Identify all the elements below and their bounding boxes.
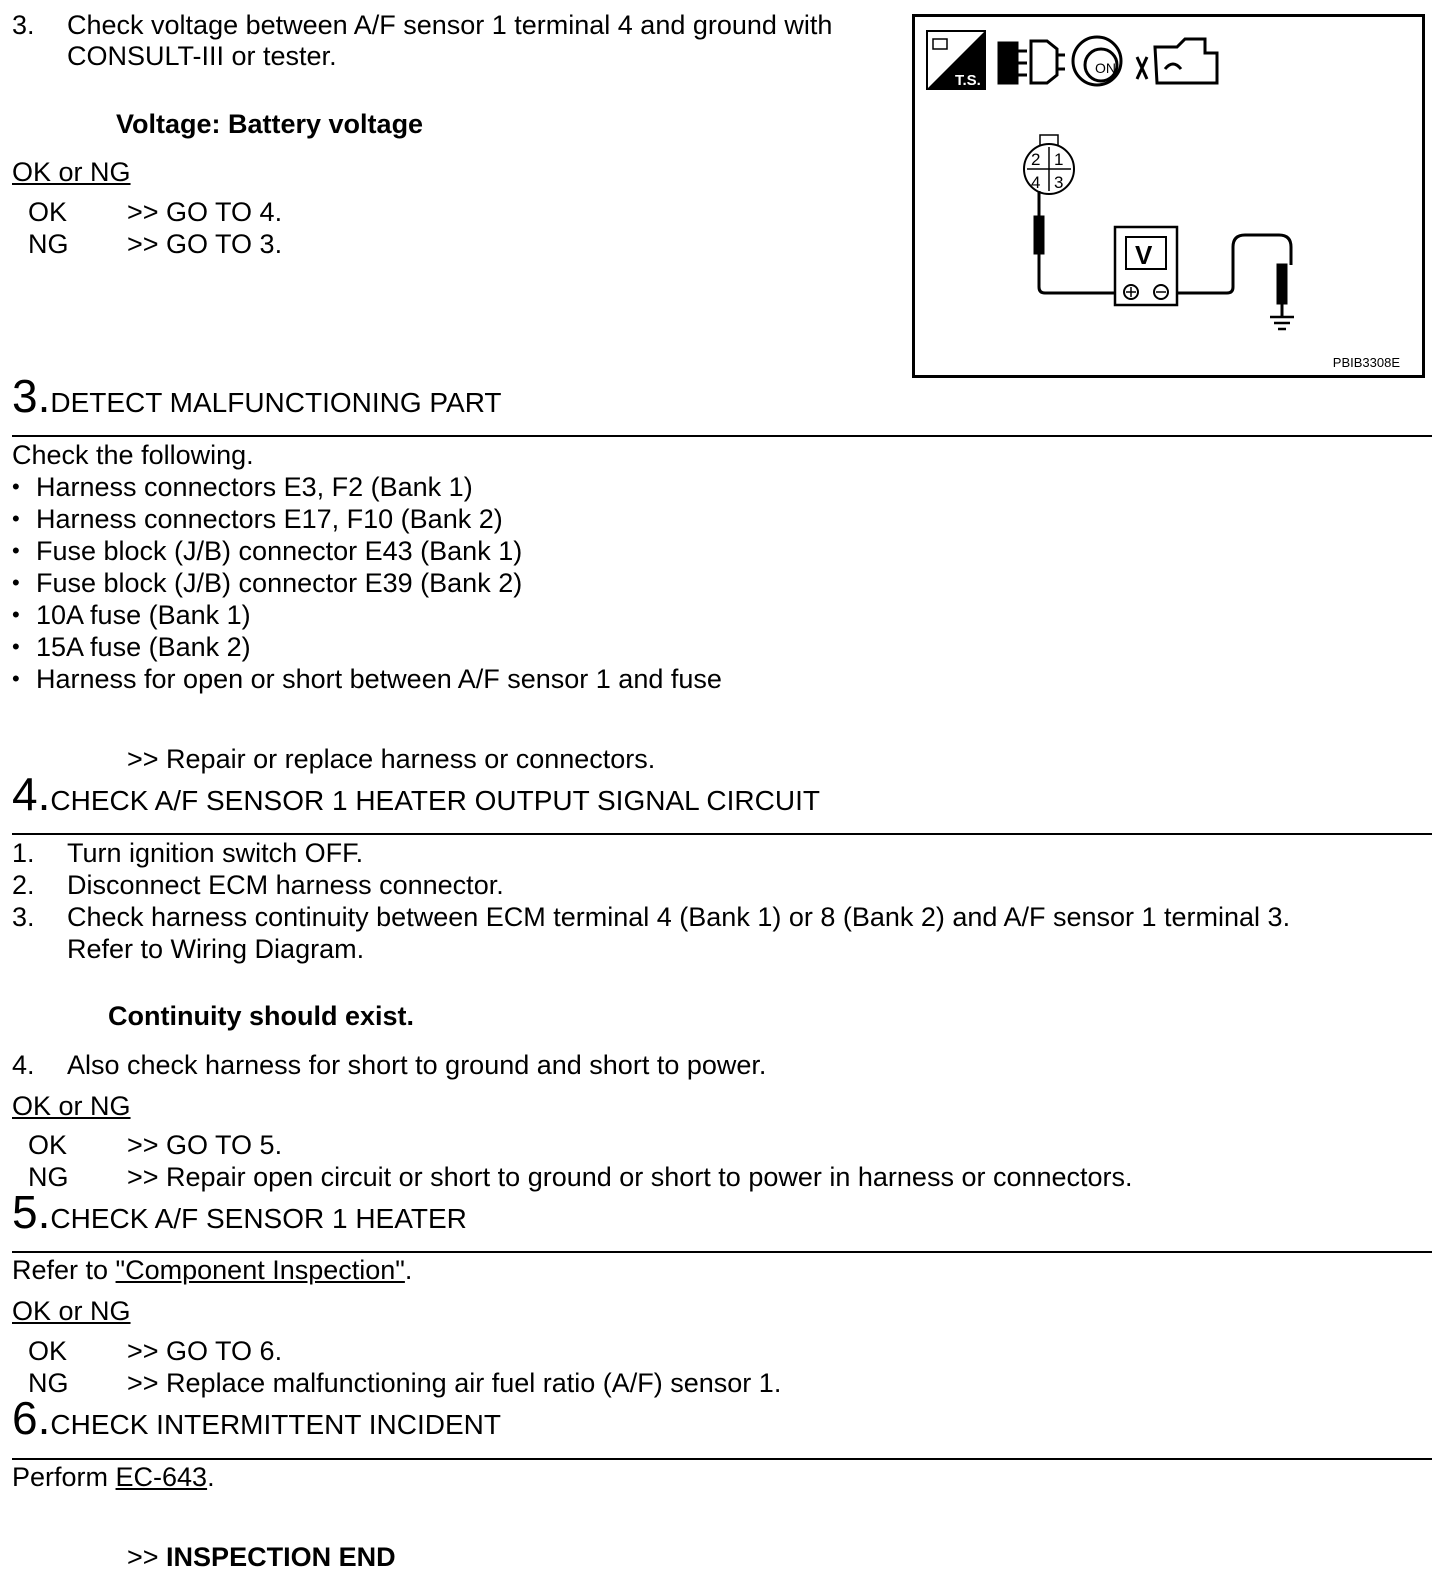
- ts-icon: [927, 31, 985, 89]
- ok-label: OK: [28, 1336, 68, 1366]
- ok-result-link[interactable]: >> GO TO 5.: [127, 1130, 283, 1160]
- instruction-text: CONSULT-III or tester.: [67, 41, 337, 71]
- bullet: •: [12, 666, 20, 691]
- ok-or-ng-heading: OK or NG: [12, 1091, 131, 1121]
- list-number: 2.: [12, 870, 35, 900]
- ng-result-text: >> Replace malfunctioning air fuel ratio (A/F) sensor 1.: [127, 1368, 782, 1398]
- refer-prefix: Refer to: [12, 1255, 116, 1285]
- svg-text:ON: ON: [1095, 60, 1116, 76]
- ok-result-link[interactable]: >> GO TO 6.: [127, 1336, 283, 1366]
- spec-text: Voltage: Battery voltage: [116, 109, 424, 139]
- step-heading: [12, 1187, 467, 1244]
- ok-result-link[interactable]: >> GO TO 4.: [127, 197, 283, 227]
- divider: [12, 1251, 1432, 1253]
- spec-text: Continuity should exist.: [108, 1001, 415, 1031]
- instruction-text: Disconnect ECM harness connector.: [67, 870, 504, 900]
- voltmeter-icon: [1115, 227, 1177, 305]
- ignition-on-icon: [1073, 37, 1121, 85]
- ok-or-ng-heading: OK or NG: [12, 157, 131, 187]
- instruction-text: Check voltage between A/F sensor 1 terminal 4 and ground with: [67, 10, 833, 40]
- divider: [12, 833, 1432, 835]
- sensor-connector: [1024, 135, 1074, 194]
- end-prefix: >>: [127, 1542, 167, 1572]
- ng-label: NG: [28, 1162, 69, 1192]
- instruction-text: Refer to Wiring Diagram.: [67, 934, 365, 964]
- step-heading: [12, 1393, 501, 1450]
- ok-label: OK: [28, 197, 68, 227]
- result-text: >> Repair or replace harness or connectors.: [127, 744, 656, 774]
- instruction-text: Turn ignition switch OFF.: [67, 838, 364, 868]
- end-line: [127, 1541, 396, 1573]
- instruction-text: Also check harness for short to ground and short to power.: [67, 1050, 767, 1080]
- bullet: •: [12, 570, 20, 595]
- svg-text:T.S.: T.S.: [955, 72, 981, 89]
- svg-text:V: V: [1135, 240, 1153, 270]
- list-item: Harness connectors E17, F10 (Bank 2): [36, 504, 503, 534]
- step-number: 4.: [12, 768, 51, 820]
- engine-icon: [1137, 39, 1217, 83]
- bullet: •: [12, 474, 20, 499]
- list-item: Harness connectors E3, F2 (Bank 1): [36, 472, 473, 502]
- refer-suffix: .: [404, 1255, 413, 1285]
- bullet: •: [12, 506, 20, 531]
- svg-text:2: 2: [1031, 150, 1041, 169]
- svg-text:4: 4: [1031, 173, 1041, 192]
- ok-label: OK: [28, 1130, 68, 1160]
- ng-label: NG: [28, 229, 69, 259]
- inspection-end-text: INSPECTION END: [166, 1542, 396, 1572]
- step-number: 3.: [12, 370, 51, 422]
- step-title: CHECK A/F SENSOR 1 HEATER OUTPUT SIGNAL CIRCUIT: [50, 785, 820, 816]
- bullet: •: [12, 634, 20, 659]
- ground-icon: [1270, 317, 1294, 329]
- list-number: 3.: [12, 902, 35, 932]
- step-heading: [12, 371, 502, 428]
- svg-text:3: 3: [1054, 173, 1064, 192]
- svg-text:1: 1: [1054, 150, 1064, 169]
- list-item: Fuse block (J/B) connector E43 (Bank 1): [36, 536, 523, 566]
- instruction-text: Check harness continuity between ECM terminal 4 (Bank 1) or 8 (Bank 2) and A/F sensor 1 terminal 3.: [67, 902, 1291, 932]
- step-heading: [12, 769, 820, 826]
- list-item: Harness for open or short between A/F sensor 1 and fuse: [36, 664, 722, 694]
- divider: [12, 1458, 1432, 1460]
- bullet: •: [12, 538, 20, 563]
- component-inspection-link[interactable]: "Component Inspection": [115, 1255, 405, 1285]
- step-title: DETECT MALFUNCTIONING PART: [50, 387, 502, 418]
- bullet: •: [12, 602, 20, 627]
- connector-icon: [999, 41, 1065, 83]
- list-item: 10A fuse (Bank 1): [36, 600, 251, 630]
- perform-line: [12, 1461, 215, 1493]
- measurement-figure: [912, 14, 1425, 378]
- list-number: 3.: [12, 10, 35, 40]
- ng-result-link[interactable]: >> GO TO 3.: [127, 229, 283, 259]
- perform-suffix: .: [207, 1462, 215, 1492]
- perform-prefix: Perform: [12, 1462, 116, 1492]
- ok-or-ng-heading: OK or NG: [12, 1296, 131, 1326]
- ng-result-text: >> Repair open circuit or short to ground or short to power in harness or connectors.: [127, 1162, 1133, 1192]
- intro-text: Check the following.: [12, 440, 254, 470]
- voltage-test-diagram: [915, 17, 1422, 375]
- list-item: 15A fuse (Bank 2): [36, 632, 251, 662]
- divider: [12, 435, 1432, 437]
- step-number: 5.: [12, 1186, 51, 1238]
- step-title: CHECK INTERMITTENT INCIDENT: [50, 1409, 501, 1440]
- ec-643-link[interactable]: EC-643: [115, 1462, 208, 1492]
- list-number: 4.: [12, 1050, 35, 1080]
- figure-code: PBIB3308E: [1332, 355, 1400, 370]
- step-title: CHECK A/F SENSOR 1 HEATER: [50, 1203, 467, 1234]
- refer-line: [12, 1254, 412, 1286]
- list-number: 1.: [12, 838, 35, 868]
- ng-label: NG: [28, 1368, 69, 1398]
- step-number: 6.: [12, 1392, 51, 1444]
- list-item: Fuse block (J/B) connector E39 (Bank 2): [36, 568, 523, 598]
